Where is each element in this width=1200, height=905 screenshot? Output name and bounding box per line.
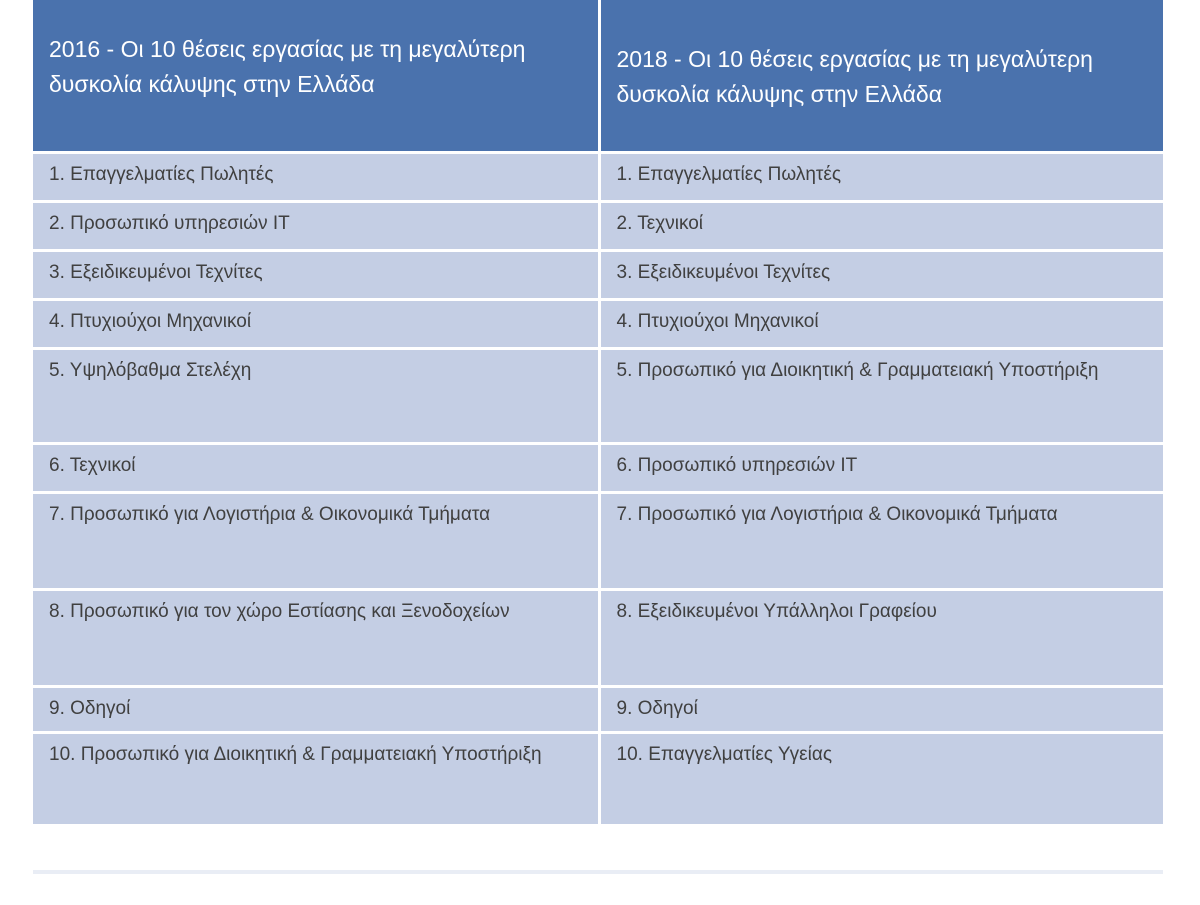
cell-2018: 1. Επαγγελματίες Πωλητές bbox=[599, 152, 1163, 201]
table-row bbox=[33, 589, 1163, 686]
table-row bbox=[33, 152, 1163, 201]
cell-2016: 5. Υψηλόβαθμα Στελέχη bbox=[33, 348, 599, 443]
table-header-row bbox=[33, 0, 1163, 152]
table-row bbox=[33, 201, 1163, 250]
cell-2018: 7. Προσωπικό για Λογιστήρια & Οικονομικά Τμήματα bbox=[599, 492, 1163, 589]
table-row bbox=[33, 299, 1163, 348]
table-bottom-shadow bbox=[33, 870, 1163, 874]
cell-2016: 8. Προσωπικό για τον χώρο Εστίασης και Ξενοδοχείων bbox=[33, 589, 599, 686]
header-2018: 2018 - Οι 10 θέσεις εργασίας με τη μεγαλύτερη δυσκολία κάλυψης στην Ελλάδα bbox=[599, 0, 1163, 152]
cell-2018: 8. Εξειδικευμένοι Υπάλληλοι Γραφείου bbox=[599, 589, 1163, 686]
cell-2016: 9. Οδηγοί bbox=[33, 686, 599, 732]
cell-2016: 4. Πτυχιούχοι Μηχανικοί bbox=[33, 299, 599, 348]
table-row bbox=[33, 492, 1163, 589]
header-2016: 2016 - Οι 10 θέσεις εργασίας με τη μεγαλύτερη δυσκολία κάλυψης στην Ελλάδα bbox=[33, 0, 599, 152]
cell-2018: 9. Οδηγοί bbox=[599, 686, 1163, 732]
table-row bbox=[33, 443, 1163, 492]
table-row bbox=[33, 732, 1163, 825]
cell-2018: 6. Προσωπικό υπηρεσιών IT bbox=[599, 443, 1163, 492]
cell-2018: 4. Πτυχιούχοι Μηχανικοί bbox=[599, 299, 1163, 348]
cell-2016: 6. Τεχνικοί bbox=[33, 443, 599, 492]
table-row bbox=[33, 250, 1163, 299]
cell-2016: 10. Προσωπικό για Διοικητική & Γραμματειακή Υποστήριξη bbox=[33, 732, 599, 825]
table-row bbox=[33, 348, 1163, 443]
cell-2018: 3. Εξειδικευμένοι Τεχνίτες bbox=[599, 250, 1163, 299]
cell-2016: 2. Προσωπικό υπηρεσιών IT bbox=[33, 201, 599, 250]
cell-2018: 5. Προσωπικό για Διοικητική & Γραμματειακή Υποστήριξη bbox=[599, 348, 1163, 443]
jobs-comparison-table-container bbox=[33, 0, 1163, 827]
table-row bbox=[33, 686, 1163, 732]
jobs-comparison-table bbox=[33, 0, 1163, 827]
cell-2018: 10. Επαγγελματίες Υγείας bbox=[599, 732, 1163, 825]
cell-2018: 2. Τεχνικοί bbox=[599, 201, 1163, 250]
cell-2016: 3. Εξειδικευμένοι Τεχνίτες bbox=[33, 250, 599, 299]
cell-2016: 7. Προσωπικό για Λογιστήρια & Οικονομικά Τμήματα bbox=[33, 492, 599, 589]
cell-2016: 1. Επαγγελματίες Πωλητές bbox=[33, 152, 599, 201]
